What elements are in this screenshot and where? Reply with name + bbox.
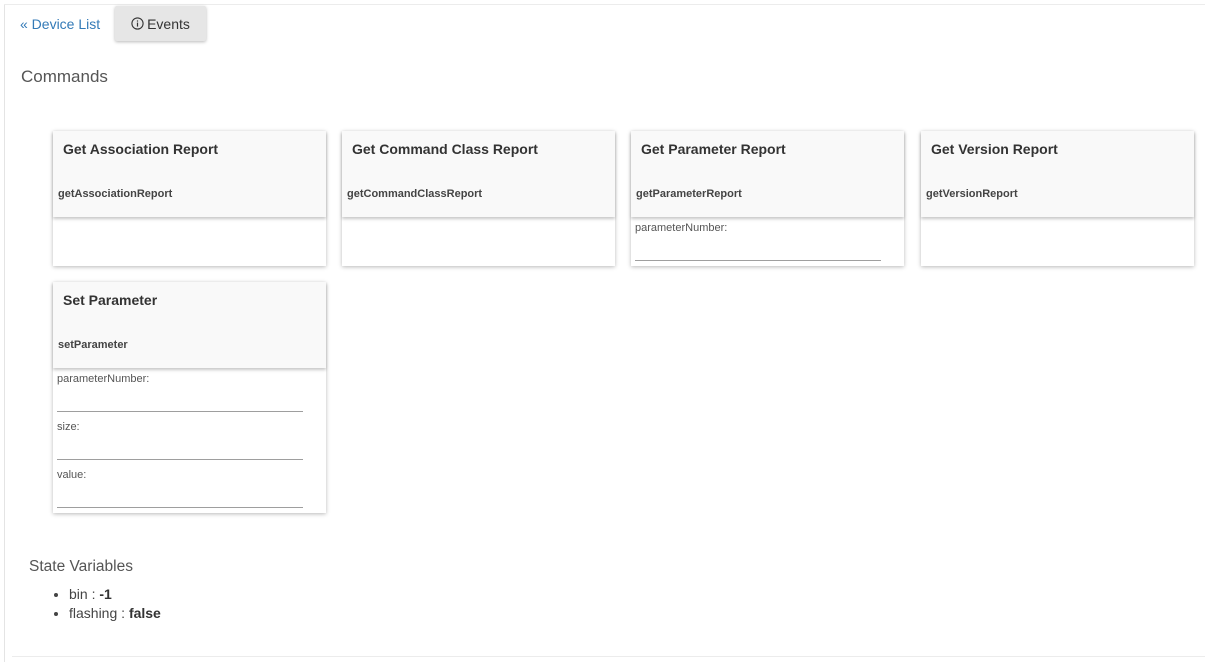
command-card-title: Get Association Report xyxy=(63,141,219,157)
command-card-body xyxy=(342,217,615,266)
param-value xyxy=(53,464,326,512)
command-card-title: Get Parameter Report xyxy=(641,141,786,157)
events-button-label: Events xyxy=(147,15,190,32)
command-card-header[interactable] xyxy=(342,131,615,217)
device-list-link[interactable]: « Device List xyxy=(20,16,101,32)
state-variable-name: flashing xyxy=(69,605,118,621)
parameter-number-input[interactable] xyxy=(57,391,303,412)
command-card-get-version-report xyxy=(921,131,1194,266)
command-card-method: getVersionReport xyxy=(926,188,1018,200)
state-variable-separator: : xyxy=(117,605,129,621)
command-card-title: Get Version Report xyxy=(931,141,1058,157)
command-card-body xyxy=(53,368,326,513)
param-parameter-number xyxy=(53,368,326,416)
state-variable-item xyxy=(69,604,161,623)
value-input[interactable] xyxy=(57,487,303,508)
parameter-number-input[interactable] xyxy=(635,240,881,261)
param-label: value: xyxy=(57,469,87,481)
command-card-method: getParameterReport xyxy=(636,188,742,200)
command-card-title: Set Parameter xyxy=(63,292,158,308)
command-card-get-association-report xyxy=(53,131,326,266)
param-label: size: xyxy=(57,421,80,433)
command-card-get-parameter-report xyxy=(631,131,904,266)
state-variable-value: -1 xyxy=(99,586,112,602)
command-card-get-command-class-report xyxy=(342,131,615,266)
param-label: parameterNumber: xyxy=(57,373,150,385)
state-variable-separator: : xyxy=(87,586,100,602)
command-card-body xyxy=(53,217,326,266)
page-frame-bottom xyxy=(12,656,1205,657)
page-frame-top xyxy=(4,4,1205,5)
command-card-header[interactable] xyxy=(631,131,904,217)
command-card-header[interactable] xyxy=(53,282,326,368)
events-button[interactable] xyxy=(115,6,206,41)
commands-heading: Commands xyxy=(21,67,108,86)
command-card-title: Get Command Class Report xyxy=(352,141,538,157)
command-card-method: setParameter xyxy=(58,339,128,351)
info-circle-icon xyxy=(131,17,144,30)
state-variable-name: bin xyxy=(69,586,88,602)
state-variables-heading: State Variables xyxy=(29,558,133,575)
state-variables-list xyxy=(40,585,161,623)
command-card-body xyxy=(631,217,904,266)
command-card-header[interactable] xyxy=(921,131,1194,217)
size-input[interactable] xyxy=(57,439,303,460)
command-card-set-parameter xyxy=(53,282,326,513)
state-variable-value: false xyxy=(128,605,161,621)
page-frame-left xyxy=(4,4,5,662)
command-card-method: getAssociationReport xyxy=(58,188,173,200)
param-size xyxy=(53,416,326,464)
command-card-method: getCommandClassReport xyxy=(347,188,483,200)
command-card-body xyxy=(921,217,1194,266)
state-variable-item xyxy=(69,585,161,604)
param-parameter-number xyxy=(631,217,904,265)
param-label: parameterNumber: xyxy=(635,222,728,234)
command-card-header[interactable] xyxy=(53,131,326,217)
